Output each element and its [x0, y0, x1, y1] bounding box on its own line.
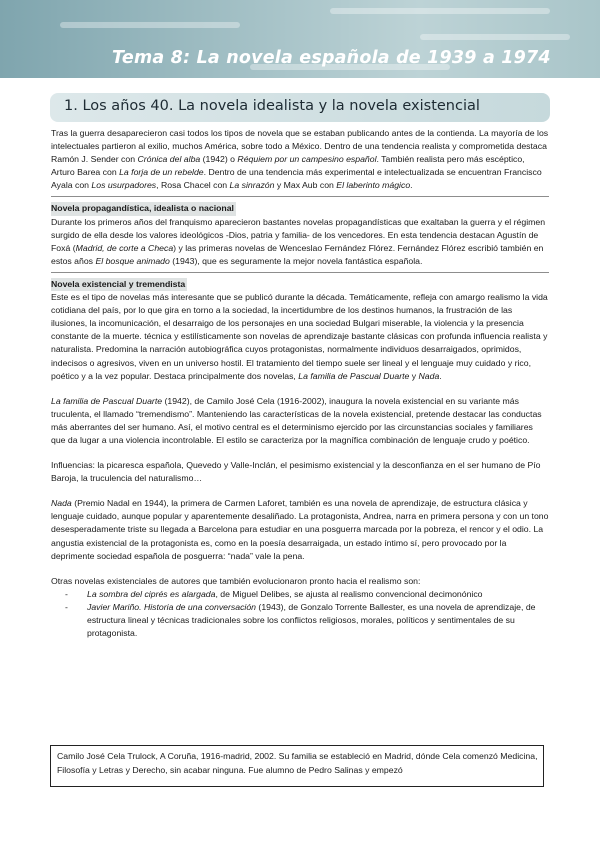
document-body [51, 127, 549, 640]
list-item: - La sombra del ciprés es alargada, de Miguel Delibes, se ajusta al realismo convencional decimonónico [65, 588, 483, 599]
page-title: Tema 8: La novela española de 1939 a 1974 [112, 48, 551, 68]
other-novels-intro: Otras novelas existenciales de autores que también evolucionaron pronto hacia el realismo son: [51, 575, 421, 586]
pascual-duarte-paragraph: La familia de Pascual Duarte (1942), de Camilo José Cela (1916-2002), inaugura la novela existencial en su variante más truculenta, el llamado “tremendismo”. Manteniendo las características de la novela existencial, pretende destacar las conductas más aberrantes del ser humano. Así, el motivo central es el determinismo ejercido por las circunstancias sociales y familiares que da lugar a una violencia incontrolable. El estilo se caracteriza por la magnífica combinación de lenguaje crudo y poético. [51, 395, 542, 445]
influences-paragraph: Influencias: la picaresca española, Quevedo y Valle-Inclán, el pesimismo existencial y la desconfianza en el ser humano de Pío Baroja, la truculencia del naturalismo… [51, 460, 541, 484]
biography-box [50, 745, 544, 787]
other-novels-list [51, 588, 549, 640]
biography-text: Camilo José Cela Trulock, A Coruña, 1916-madrid, 2002. Su familia se estableció en Madrid, dónde Cela comenzó Medicina, Filosofía y Letras y Derecho, sin acabar ninguna. Fue alumno de Pedro Salinas y empezó [57, 751, 538, 775]
existencial-paragraph-1: Este es el tipo de novelas más interesante que se publicó durante la década. Temáticamente, refleja con amargo realismo la vida cotidiana del país, por lo que gira en torno a la sociedad, la incertidumbre de los destinos humanos, la frustración de las ilusiones, la incomunicación, el desarraigo de los personajes en una sociedad Bulgari miserable, la violencia y la presencia constante de la muerte. técnica y estilísticamente son novelas de aprendizaje bastante clásicas con profunda influencia realista y naturalista. Predomina la narración autobiográfica cuyos protagonistas, normalmente individuos desarraigados, oprimidos, indecisos o agresivos, viven en un universo hostil. El tratamiento del tiempo suele ser lineal y el lenguaje muy cuidado y rico, poético y a la vez popular. Destaca principalmente dos novelas, La familia de Pascual Duarte y Nada. [51, 292, 548, 381]
intro-paragraph: Tras la guerra desaparecieron casi todos los tipos de novela que se estaban publicando antes de la contienda. La mayoría de los intelectuales partieron al exilio, muchos América, sobre todo a México. Dentro de una tendencia realista y comprometida destaca Ramón J. Sender con Crónica del alba (1942) o Réquiem por un campesino español. También realista pero más escéptico, Arturo Barea con La forja de un rebelde. Dentro de una tendencia más experimental e intelectualizada se encuentran Francisco Ayala con Los usurpadores, Rosa Chacel con La sinrazón y Max Aub con El laberinto mágico. [51, 128, 549, 191]
subheading-propaganda: Novela propagandística, idealista o nacional [51, 202, 236, 215]
subheading-existencial: Novela existencial y tremendista [51, 278, 187, 291]
section-title: 1. Los años 40. La novela idealista y la novela existencial [64, 98, 480, 114]
nada-paragraph: Nada (Premio Nadal en 1944), la primera de Carmen Laforet, también es una novela de aprendizaje, de estructura clásica y lenguaje cuidado, aunque popular y aparentemente desaliñado. La protagonista, Andrea, narra en primera persona y con un tono desesperadamente triste su llegada a Barcelona para estudiar en una posguerra marcada por la pobreza, el rencor y el odio. La angustia existencial de la protagonista es, como en la poesía desarraigada, un estado íntimo sí, pero provocado por la deprimente sociedad española de posguerra: “nada” vale la pena. [51, 498, 549, 561]
list-item: - Javier Mariño. Historia de una conversación (1943), de Gonzalo Torrente Ballester, es una novela de aprendizaje, de estructura lineal y técnicas tradicionales sobre los conflictos religiosos, morales, políticos y sentimentales de su protagonista. [65, 601, 536, 639]
propaganda-paragraph: Durante los primeros años del franquismo aparecieron bastantes novelas propagandísticas que exaltaban la guerra y el régimen surgido de ella desde los valores ideológicos -Dios, patria y familia- de los vencedores. En esta tendencia destacan Agustín de Foxá (Madrid, de corte a Checa) y las primeras novelas de Wenceslao Fernández Flórez. Fernández Flórez escribió también en estos años El bosque animado (1943), que es seguramente la mejor novela fantástica española. [51, 216, 546, 266]
